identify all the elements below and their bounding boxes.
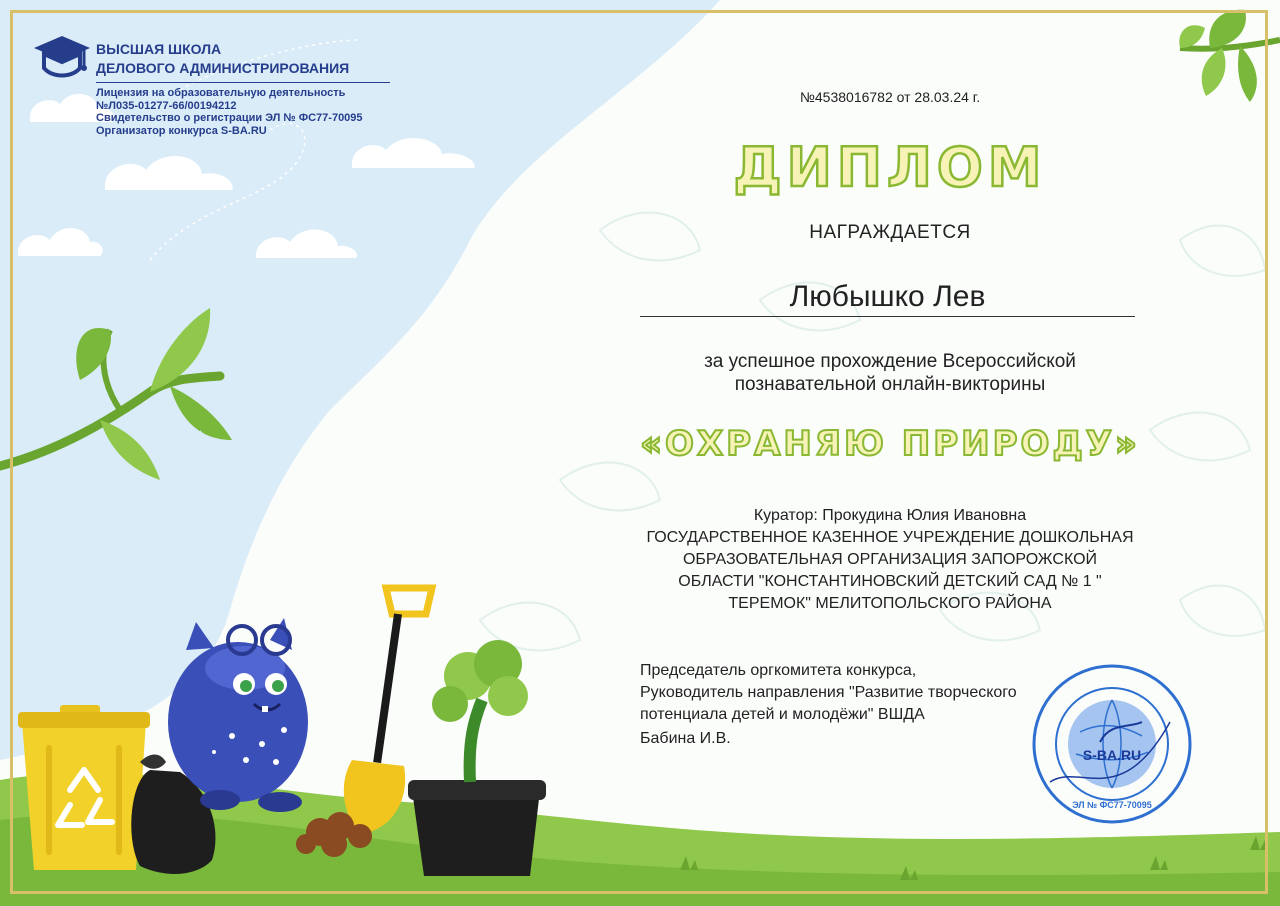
organization-name-line1: ВЫСШАЯ ШКОЛА: [96, 41, 222, 57]
top-right-branch: [1179, 10, 1280, 102]
award-reason: [600, 350, 1180, 396]
institution-line: ОБЛАСТИ "КОНСТАНТИНОВСКИЙ ДЕТСКИЙ САД № 1 ": [678, 573, 1102, 590]
institution-line: ТЕРЕМОК" МЕЛИТОПОЛЬСКОГО РАЙОНА: [728, 595, 1052, 612]
award-reason-line2: познавательной онлайн-викторины: [734, 374, 1046, 395]
organization-name-line2: ДЕЛОВОГО АДМИНИСТРИРОВАНИЯ: [96, 60, 350, 76]
institution-line: ГОСУДАРСТВЕННОЕ КАЗЕННОЕ УЧРЕЖДЕНИЕ ДОШКОЛЬНАЯ: [646, 529, 1134, 546]
diploma-number: №4538016782 от 28.03.24 г.: [799, 89, 981, 105]
awarded-label: НАГРАЖДАЕТСЯ: [809, 222, 971, 243]
organization-license-info: [96, 87, 416, 137]
chairman-line: Руководитель направления "Развитие творческого: [640, 684, 1017, 701]
recipient-name: Любышко Лев: [789, 280, 986, 313]
stamp-center-text: S-BA.RU: [1082, 747, 1142, 763]
chairman-block: [640, 660, 1060, 726]
recipient-underline: [640, 316, 1135, 317]
sapling-pot: [408, 640, 546, 876]
graduation-cap-icon: [32, 34, 92, 82]
quiz-title: «ОХРАНЯЮ ПРИРОДУ»: [640, 424, 1140, 464]
organizer-line: Организатор конкурса S-BA.RU: [96, 124, 267, 137]
chairman-line: потенциала детей и молодёжи" ВШДА: [640, 706, 925, 723]
diploma-title: ДИПЛОМ: [733, 136, 1047, 199]
registration-line: Свидетельство о регистрации ЭЛ № ФС77-70095: [96, 112, 363, 125]
award-reason-line1: за успешное прохождение Всероссийской: [704, 351, 1076, 372]
organization-name: [96, 40, 396, 78]
official-stamp: [1030, 662, 1194, 826]
institution-line: ОБРАЗОВАТЕЛЬНАЯ ОРГАНИЗАЦИЯ ЗАПОРОЖСКОЙ: [682, 551, 1098, 568]
organization-divider: [96, 82, 390, 83]
curator-name: Куратор: Прокудина Юлия Ивановна: [753, 507, 1027, 524]
signer-name: Бабина И.В.: [640, 730, 731, 747]
license-line: Лицензия на образовательную деятельность: [96, 87, 346, 99]
curator-block: [610, 505, 1170, 615]
recycle-bin: [18, 705, 150, 870]
stamp-bottom-text: ЭЛ № ФС77-70095: [1072, 800, 1152, 810]
chairman-line: Председатель оргкомитета конкурса,: [640, 662, 917, 679]
license-number: №Л035-01277-66/00194212: [96, 99, 237, 112]
